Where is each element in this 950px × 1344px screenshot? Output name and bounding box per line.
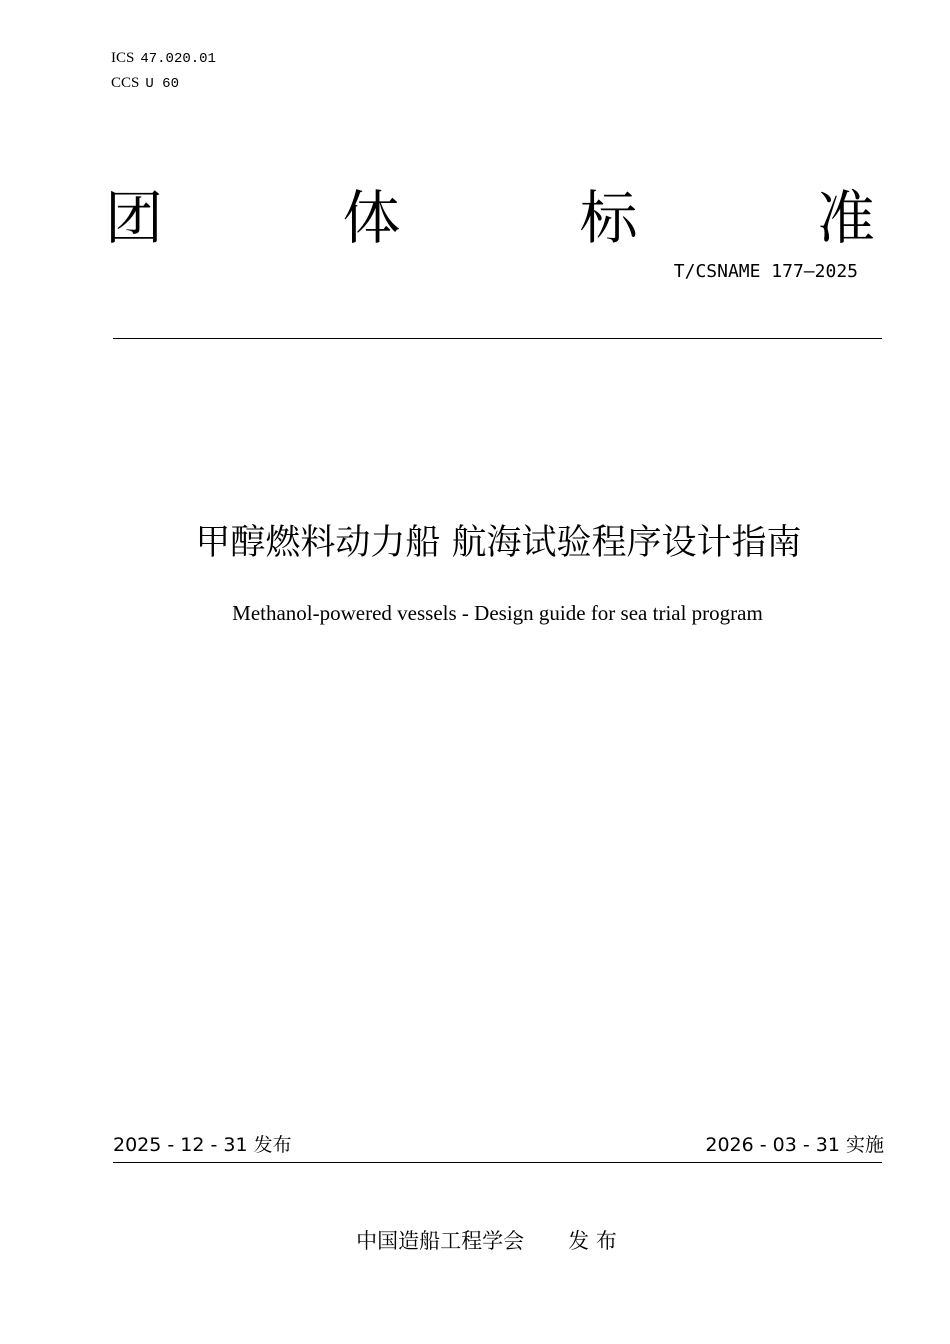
implementation-date: 2026 - 03 - 31 实施 — [705, 1134, 884, 1156]
standard-type-char-2: 体 — [342, 184, 401, 252]
classification-codes — [111, 46, 216, 96]
standard-type-char-1: 团 — [105, 184, 164, 252]
ccs-value: U 60 — [145, 76, 179, 92]
ics-value: 47.020.01 — [140, 51, 216, 67]
standard-type-char-3: 标 — [579, 184, 638, 252]
publisher-name: 中国造船工程学会 — [356, 1229, 525, 1253]
standard-number: T/CSNAME 177—2025 — [673, 261, 858, 282]
ics-row — [111, 46, 216, 71]
title-chinese: 甲醇燃料动力船 航海试验程序设计指南 — [195, 523, 802, 563]
publisher-line — [0, 1226, 950, 1256]
top-divider — [113, 338, 882, 339]
bottom-divider — [113, 1162, 882, 1163]
standard-type-heading — [105, 182, 875, 254]
title-english: Methanol-powered vessels - Design guide for sea trial program — [232, 601, 763, 625]
issue-date: 2025 - 12 - 31 发布 — [113, 1134, 292, 1156]
ics-label: ICS — [111, 50, 135, 66]
ccs-label: CCS — [111, 75, 140, 91]
publisher-action: 发 布 — [568, 1229, 617, 1253]
standard-type-char-4: 准 — [816, 184, 875, 252]
ccs-row — [111, 71, 216, 96]
